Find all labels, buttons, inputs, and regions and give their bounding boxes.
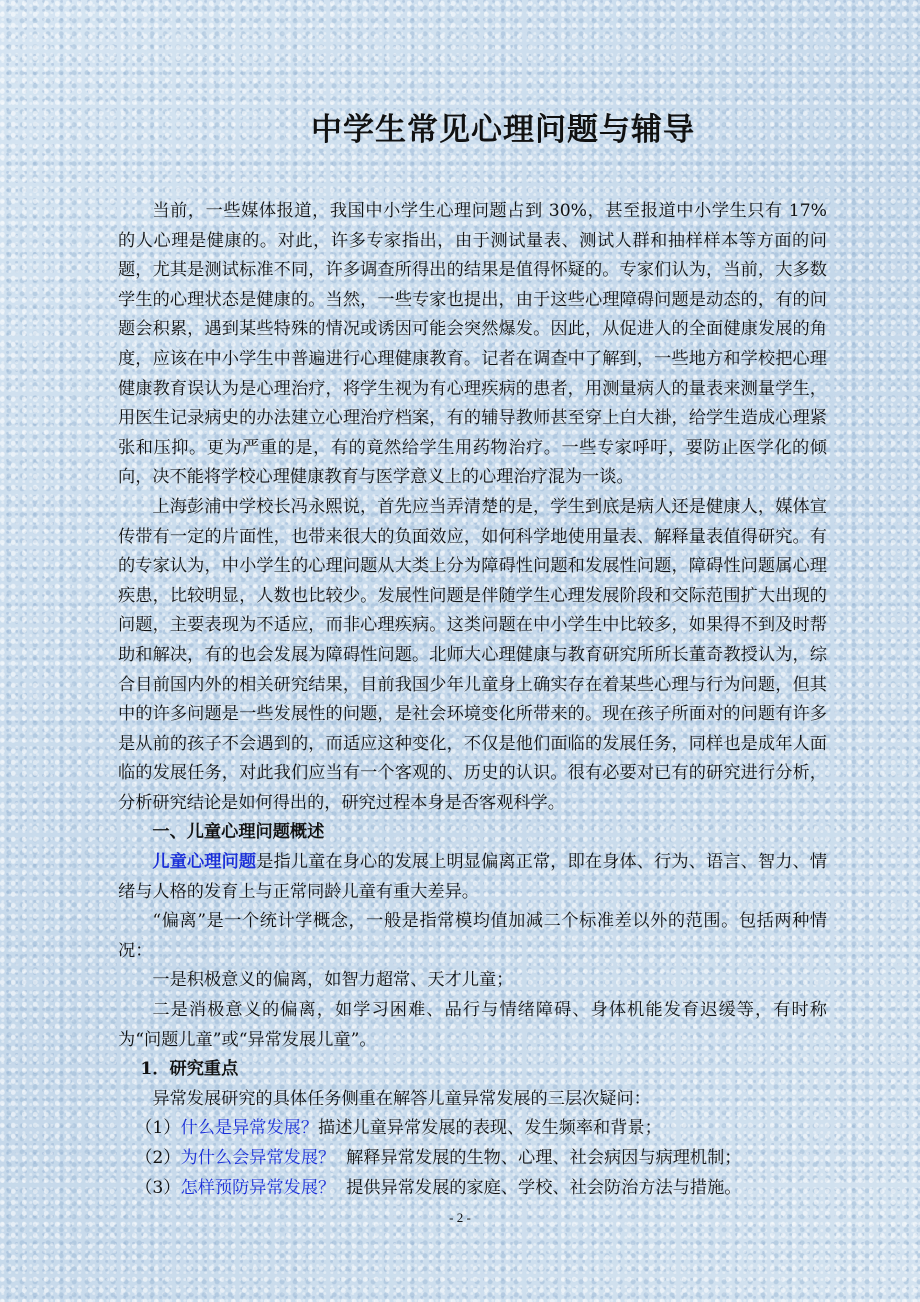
paragraph-definition <box>118 848 827 907</box>
paragraph-positive: 一是积极意义的偏离，如智力超常、天才儿童； <box>152 970 514 991</box>
answer-text: 提供异常发展的家庭、学校、社会防治方法与措施。 <box>335 1177 742 1198</box>
question-item-1 <box>118 1114 827 1144</box>
page-number: - 2 - <box>449 1210 471 1225</box>
answer-text: 描述儿童异常发展的表现、发生频率和背景； <box>318 1118 662 1139</box>
question-text: 为什么会异常发展？ <box>180 1148 336 1168</box>
question-number: （1） <box>135 1118 181 1139</box>
answer-text: 解释异常发展的生物、心理、社会病因与病理机制； <box>335 1148 742 1168</box>
definition-term: 儿童心理问题 <box>152 852 257 873</box>
paragraph-tasks: 异常发展研究的具体任务侧重在解答儿童异常发展的三层次疑问： <box>152 1088 651 1109</box>
question-number: （3） <box>135 1177 181 1198</box>
section-heading: 一、儿童心理问题概述 <box>152 822 325 843</box>
paragraph-negative: 二是消极意义的偏离，如学习困难、品行与情绪障碍、身体机能发育迟缓等，有时称为“问题儿童”或“异常发展儿童”。 <box>118 1000 827 1050</box>
question-number: （2） <box>135 1148 181 1168</box>
page-title: 中学生常见心理问题与辅导 <box>311 112 695 148</box>
definition-text: 是指儿童在身心的发展上明显偏离正常，即在身体、行为、语言、智力、情绪与人格的发育上与正常同龄儿童有重大差异。 <box>118 852 827 902</box>
subsection-heading: 1．研究重点 <box>140 1059 239 1080</box>
document-body <box>118 197 827 1203</box>
question-text: 怎样预防异常发展？ <box>180 1177 336 1198</box>
paragraph-intro: 当前，一些媒体报道，我国中小学生心理问题占到 30%，甚至报道中小学生只有 17% 的人心理是健康的。对此，许多专家指出，由于测试量表、测试人群和抽样样本等方面的问题，尤其是测试标准不同，许多调查所得出的结果是值得怀疑的。专家们认为，当前，大多数学生的心理状态是健康的。当然，一些专家也提出，由于这些心理障碍问题是动态的，有的问题会积累，遇到某些特殊的情况或诱因可能会突然爆发。因此，从促进人的全面健康发展的角度，应该在中小学生中普遍进行心理健康教育。记者在调查中了解到，一些地方和学校把心理健康教育误认为是心理治疗，将学生视为有心理疾病的患者，用测量病人的量表来测量学生，用医生记录病史的办法建立心理治疗档案，有的辅导教师甚至穿上白大褂，给学生造成心理紧张和压抑。更为严重的是，有的竟然给学生用药物治疗。一些专家呼吁，要防止医学化的倾向，决不能将学校心理健康教育与医学意义上的心理治疗混为一谈。 <box>118 201 827 488</box>
paragraph-experts: 上海彭浦中学校长冯永熙说，首先应当弄清楚的是，学生到底是病人还是健康人，媒体宣传带有一定的片面性，也带来很大的负面效应，如何科学地使用量表、解释量表值得研究。有的专家认为，中小学生的心理问题从大类上分为障碍性问题和发展性问题，障碍性问题属心理疾患，比较明显，人数也比较少。发展性问题是伴随学生心理发展阶段和交际范围扩大出现的问题，主要表现为不适应，而非心理疾病。这类问题在中小学生中比较多，如果得不到及时帮助和解决，有的也会发展为障碍性问题。北师大心理健康与教育研究所所长董奇教授认为，综合目前国内外的相关研究结果，目前我国少年儿童身上确实存在着某些心理与行为问题，但其中的许多问题是一些发展性的问题，是社会环境变化所带来的。现在孩子所面对的问题有许多是从前的孩子不会遇到的，而适应这种变化，不仅是他们面临的发展任务，同样也是成年人面临的发展任务，对此我们应当有一个客观的、历史的认识。很有必要对已有的研究进行分析，分析研究结论是如何得出的，研究过程本身是否客观科学。 <box>118 496 827 813</box>
paragraph-deviation: “偏离”是一个统计学概念，一般是指常模均值加减二个标准差以外的范围。包括两种情况： <box>118 911 827 961</box>
question-text: 什么是异常发展？ <box>180 1118 319 1139</box>
question-item-2 <box>118 1144 827 1174</box>
question-item-3 <box>118 1174 827 1204</box>
